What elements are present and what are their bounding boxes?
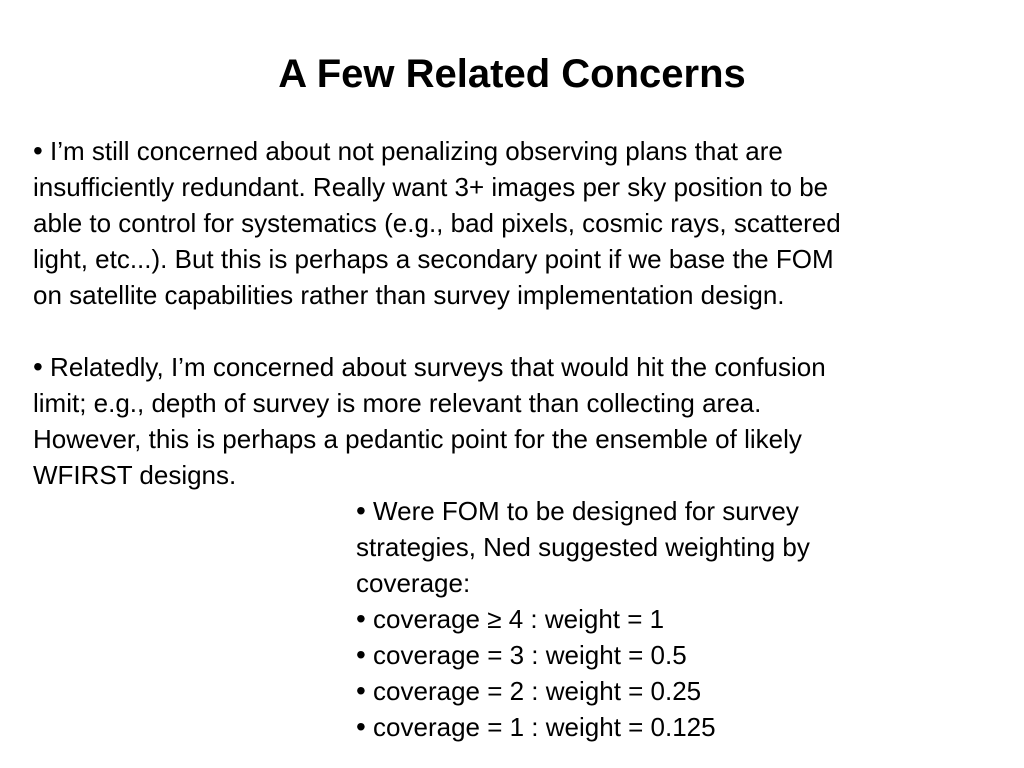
coverage-item-2 <box>356 673 956 709</box>
bullet-icon: • <box>33 135 43 166</box>
paragraph-line-text: Relatedly, I’m concerned about surveys that would hit the confusion <box>42 352 826 382</box>
coverage-item-text: coverage = 3 : weight = 0.5 <box>365 640 687 670</box>
paragraph-line: WFIRST designs. <box>33 460 237 490</box>
weighting-intro-line: strategies, Ned suggested weighting by <box>356 532 810 562</box>
weighting-intro-line: coverage: <box>356 568 471 598</box>
coverage-weighting-block <box>356 493 956 745</box>
coverage-item-3 <box>356 637 956 673</box>
bullet-icon: • <box>356 675 366 706</box>
coverage-item-4 <box>356 601 956 637</box>
bullet-icon: • <box>356 639 366 670</box>
coverage-item-text: coverage = 2 : weight = 0.25 <box>365 676 702 706</box>
bullet-paragraph-confusion-limit <box>33 349 993 493</box>
weighting-intro-text: Were FOM to be designed for survey <box>365 496 799 526</box>
slide-title: A Few Related Concerns <box>278 52 746 96</box>
bullet-icon: • <box>356 711 366 742</box>
paragraph-line <box>33 133 993 169</box>
bullet-icon: • <box>356 603 366 634</box>
paragraph-line <box>33 349 993 385</box>
paragraph-line: light, etc...). But this is perhaps a secondary point if we base the FOM <box>33 244 834 274</box>
coverage-item-text: coverage = 1 : weight = 0.125 <box>365 712 716 742</box>
coverage-item-1 <box>356 709 956 745</box>
paragraph-line: on satellite capabilities rather than survey implementation design. <box>33 280 785 310</box>
paragraph-line: limit; e.g., depth of survey is more relevant than collecting area. <box>33 388 762 418</box>
bullet-icon: • <box>33 351 43 382</box>
coverage-item-text: coverage ≥ 4 : weight = 1 <box>365 604 665 634</box>
weighting-intro-line <box>356 493 956 529</box>
paragraph-line: insufficiently redundant. Really want 3+ images per sky position to be <box>33 172 829 202</box>
bullet-icon: • <box>356 495 366 526</box>
paragraph-line: However, this is perhaps a pedantic point for the ensemble of likely <box>33 424 802 454</box>
paragraph-line: able to control for systematics (e.g., bad pixels, cosmic rays, scattered <box>33 208 841 238</box>
bullet-paragraph-redundancy <box>33 133 993 313</box>
paragraph-line-text: I’m still concerned about not penalizing observing plans that are <box>42 136 783 166</box>
